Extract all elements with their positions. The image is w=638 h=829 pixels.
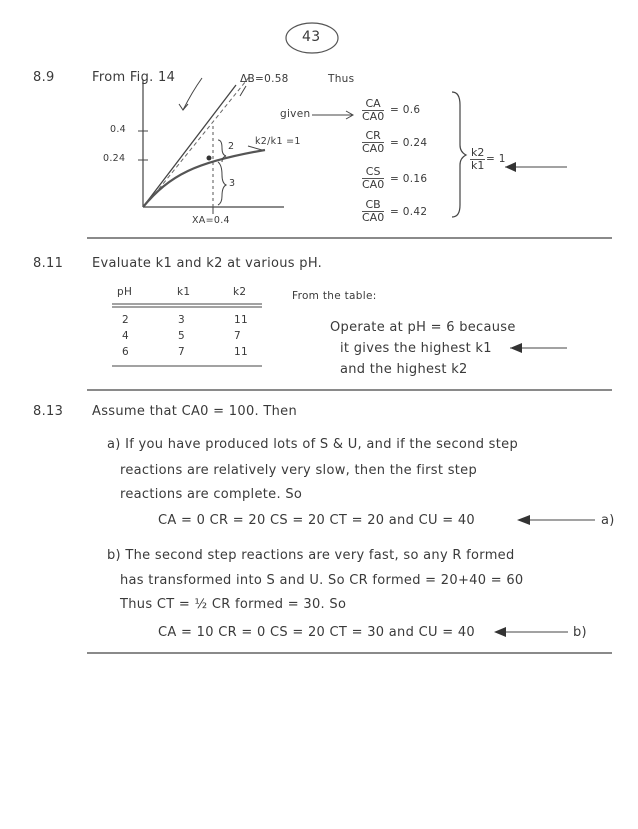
given-text: given (280, 108, 311, 120)
y-tick-label-0-4: 0.4 (110, 124, 127, 135)
segment-label-2: 2 (228, 141, 235, 152)
fraction-cs (362, 166, 384, 191)
table-cell-r0-c0: 2 (122, 314, 129, 326)
delta-b-pointer (240, 86, 246, 96)
part-b-line-1: b) The second step reactions are very fast, so any R formed (107, 548, 515, 563)
part-a-line-1: a) If you have produced lots of S & U, and if the second step (107, 437, 519, 452)
problem-label-8-9: 8.9 (33, 70, 55, 85)
table-cell-r1-c1: 5 (178, 330, 185, 342)
answer-arrow-8-9-head (505, 162, 516, 172)
intro-8-13: Assume that CA0 = 100. Then (92, 404, 297, 419)
table-cell-r1-c0: 4 (122, 330, 129, 342)
divider-3 (87, 652, 612, 654)
part-b-line-3: Thus CT = ½ CR formed = 30. So (120, 597, 347, 612)
segment-label-3: 3 (229, 178, 236, 189)
table-cell-r2-c2: 11 (234, 346, 248, 358)
part-a-line-3: reactions are complete. So (120, 487, 303, 502)
fraction-cs-value: = 0.16 (390, 173, 428, 185)
answer-arrow-b-head (494, 627, 506, 637)
answer-8-11-line-2: it gives the highest k1 (340, 341, 492, 356)
from-fig-arrowhead (179, 104, 188, 110)
thus-text: Thus (328, 73, 355, 85)
fraction-ca-den: CA0 (362, 110, 385, 123)
fraction-cr-value: = 0.24 (390, 137, 428, 149)
brace-3 (218, 162, 226, 205)
fraction-cr (362, 130, 384, 155)
fraction-cb-den: CA0 (362, 211, 385, 224)
fraction-ca-num: CA (362, 98, 384, 111)
fraction-ca (362, 98, 384, 123)
graph-point (207, 156, 212, 161)
divider-2 (87, 389, 612, 391)
answer-8-11-line-3: and the highest k2 (340, 362, 468, 377)
fraction-cr-num: CR (362, 130, 384, 143)
xa-label: XA=0.4 (192, 215, 230, 226)
part-b-tag: b) (573, 625, 587, 640)
answer-8-11-line-1: Operate at pH = 6 because (330, 320, 516, 335)
answer-arrow-8-11-head (510, 343, 522, 353)
problem-label-8-11: 8.11 (33, 256, 64, 271)
fraction-cr-den: CA0 (362, 142, 385, 155)
answer-arrow-a-head (517, 515, 530, 525)
intro-8-11: Evaluate k1 and k2 at various pH. (92, 256, 323, 271)
part-b-line-2: has transformed into S and U. So CR formed = 20+40 = 60 (120, 573, 524, 588)
fraction-cb (362, 199, 384, 224)
from-table-text: From the table: (292, 290, 377, 302)
fraction-cb-num: CB (362, 199, 384, 212)
k-ratio-label: k2/k1 =1 (255, 136, 301, 147)
table-cell-r2-c0: 6 (122, 346, 129, 358)
from-fig-arrow (183, 78, 202, 110)
part-a-line-2: reactions are relatively very slow, then the first step (120, 463, 478, 478)
curve-lower (143, 150, 265, 207)
right-brace (452, 92, 466, 217)
fraction-cs-den: CA0 (362, 178, 385, 191)
result-k2: k2 (471, 146, 485, 159)
table-cell-r2-c1: 7 (178, 346, 185, 358)
fraction-cb-value: = 0.42 (390, 206, 428, 218)
table-cell-r0-c2: 11 (234, 314, 248, 326)
fraction-ca-value: = 0.6 (390, 104, 421, 116)
part-a-tag: a) (601, 513, 615, 528)
fraction-cs-num: CS (362, 166, 384, 179)
delta-b-text: ΔB=0.58 (240, 73, 289, 85)
y-tick-label-0-24: 0.24 (103, 153, 126, 164)
table-header-k1: k1 (177, 286, 191, 298)
result-k-value: = 1 (486, 153, 506, 165)
part-b-result: CA = 10 CR = 0 CS = 20 CT = 30 and CU = 40 (158, 625, 475, 640)
result-k-ratio (470, 147, 485, 172)
result-k1: k1 (471, 159, 485, 172)
part-a-result: CA = 0 CR = 20 CS = 20 CT = 20 and CU = 40 (158, 513, 475, 528)
table-header-k2: k2 (233, 286, 247, 298)
table-cell-r1-c2: 7 (234, 330, 241, 342)
page-number: 43 (302, 29, 321, 45)
table-header-ph: pH (117, 286, 133, 298)
from-fig-text: From Fig. 14 (92, 70, 176, 85)
table-cell-r0-c1: 3 (178, 314, 185, 326)
divider-1 (87, 237, 612, 239)
problem-label-8-13: 8.13 (33, 404, 64, 419)
